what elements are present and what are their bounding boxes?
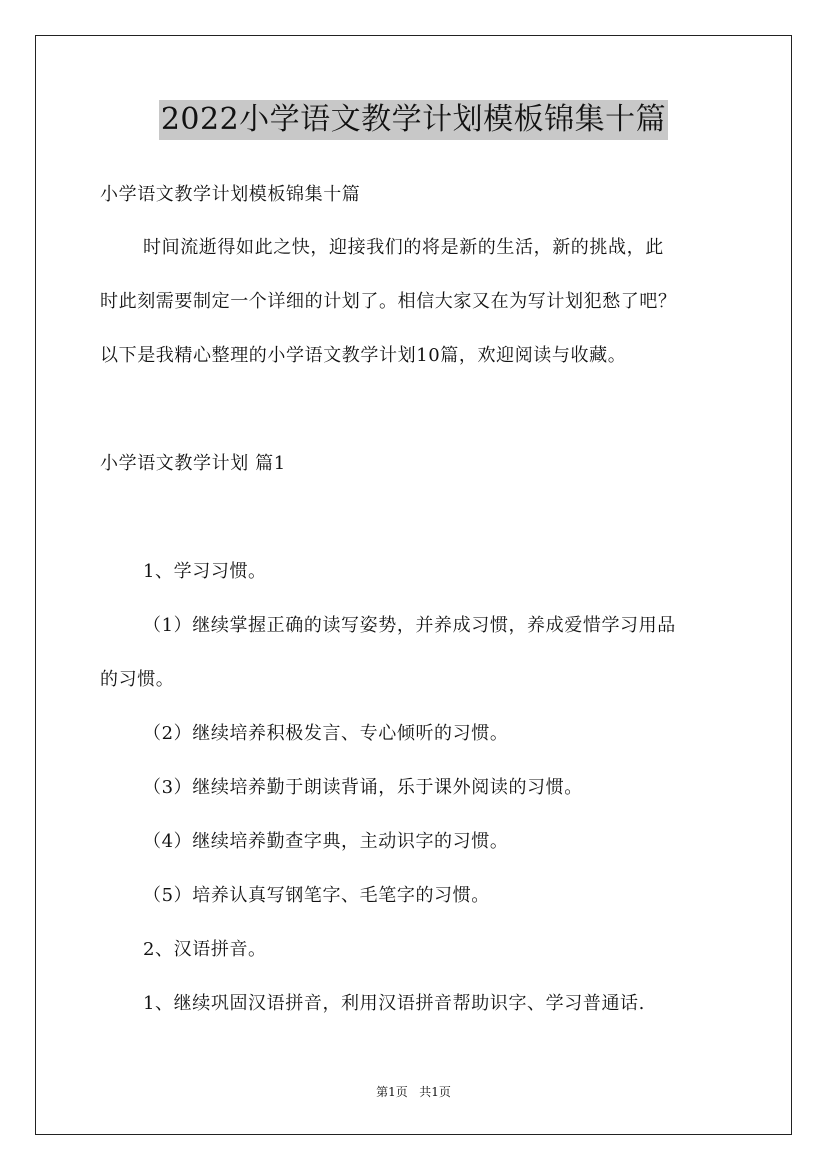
section-heading: 小学语文教学计划 篇1 bbox=[100, 453, 286, 474]
intro-line-2: 时此刻需要制定一个详细的计划了。相信大家又在为写计划犯愁了吧？ bbox=[100, 291, 677, 312]
body-line-1: 1、学习习惯。 bbox=[143, 561, 267, 582]
body-line-8: 2、汉语拼音。 bbox=[143, 939, 267, 960]
intro-line-1: 时间流逝得如此之快，迎接我们的将是新的生活，新的挑战，此 bbox=[143, 237, 664, 258]
page-total: 共1页 bbox=[419, 1085, 451, 1099]
body-line-5: （3）继续培养勤于朗读背诵，乐于课外阅读的习惯。 bbox=[143, 777, 583, 798]
intro-line-3: 以下是我精心整理的小学语文教学计划10篇，欢迎阅读与收藏。 bbox=[100, 345, 627, 366]
document-title: 2022小学语文教学计划模板锦集十篇 bbox=[159, 100, 668, 140]
page-number: 第1页 bbox=[376, 1085, 408, 1099]
body-line-9: 1、继续巩固汉语拼音，利用汉语拼音帮助识字、学习普通话. bbox=[143, 993, 645, 1014]
document-subtitle: 小学语文教学计划模板锦集十篇 bbox=[100, 184, 361, 205]
body-line-6: （4）继续培养勤查字典，主动识字的习惯。 bbox=[143, 831, 509, 852]
body-line-7: （5）培养认真写钢笔字、毛笔字的习惯。 bbox=[143, 885, 490, 906]
page-footer bbox=[0, 1084, 827, 1100]
body-line-3: 的习惯。 bbox=[100, 669, 175, 690]
title-container bbox=[0, 100, 827, 140]
body-line-2: （1）继续掌握正确的读写姿势，并养成习惯，养成爱惜学习用品 bbox=[143, 615, 676, 636]
body-line-4: （2）继续培养积极发言、专心倾听的习惯。 bbox=[143, 723, 509, 744]
